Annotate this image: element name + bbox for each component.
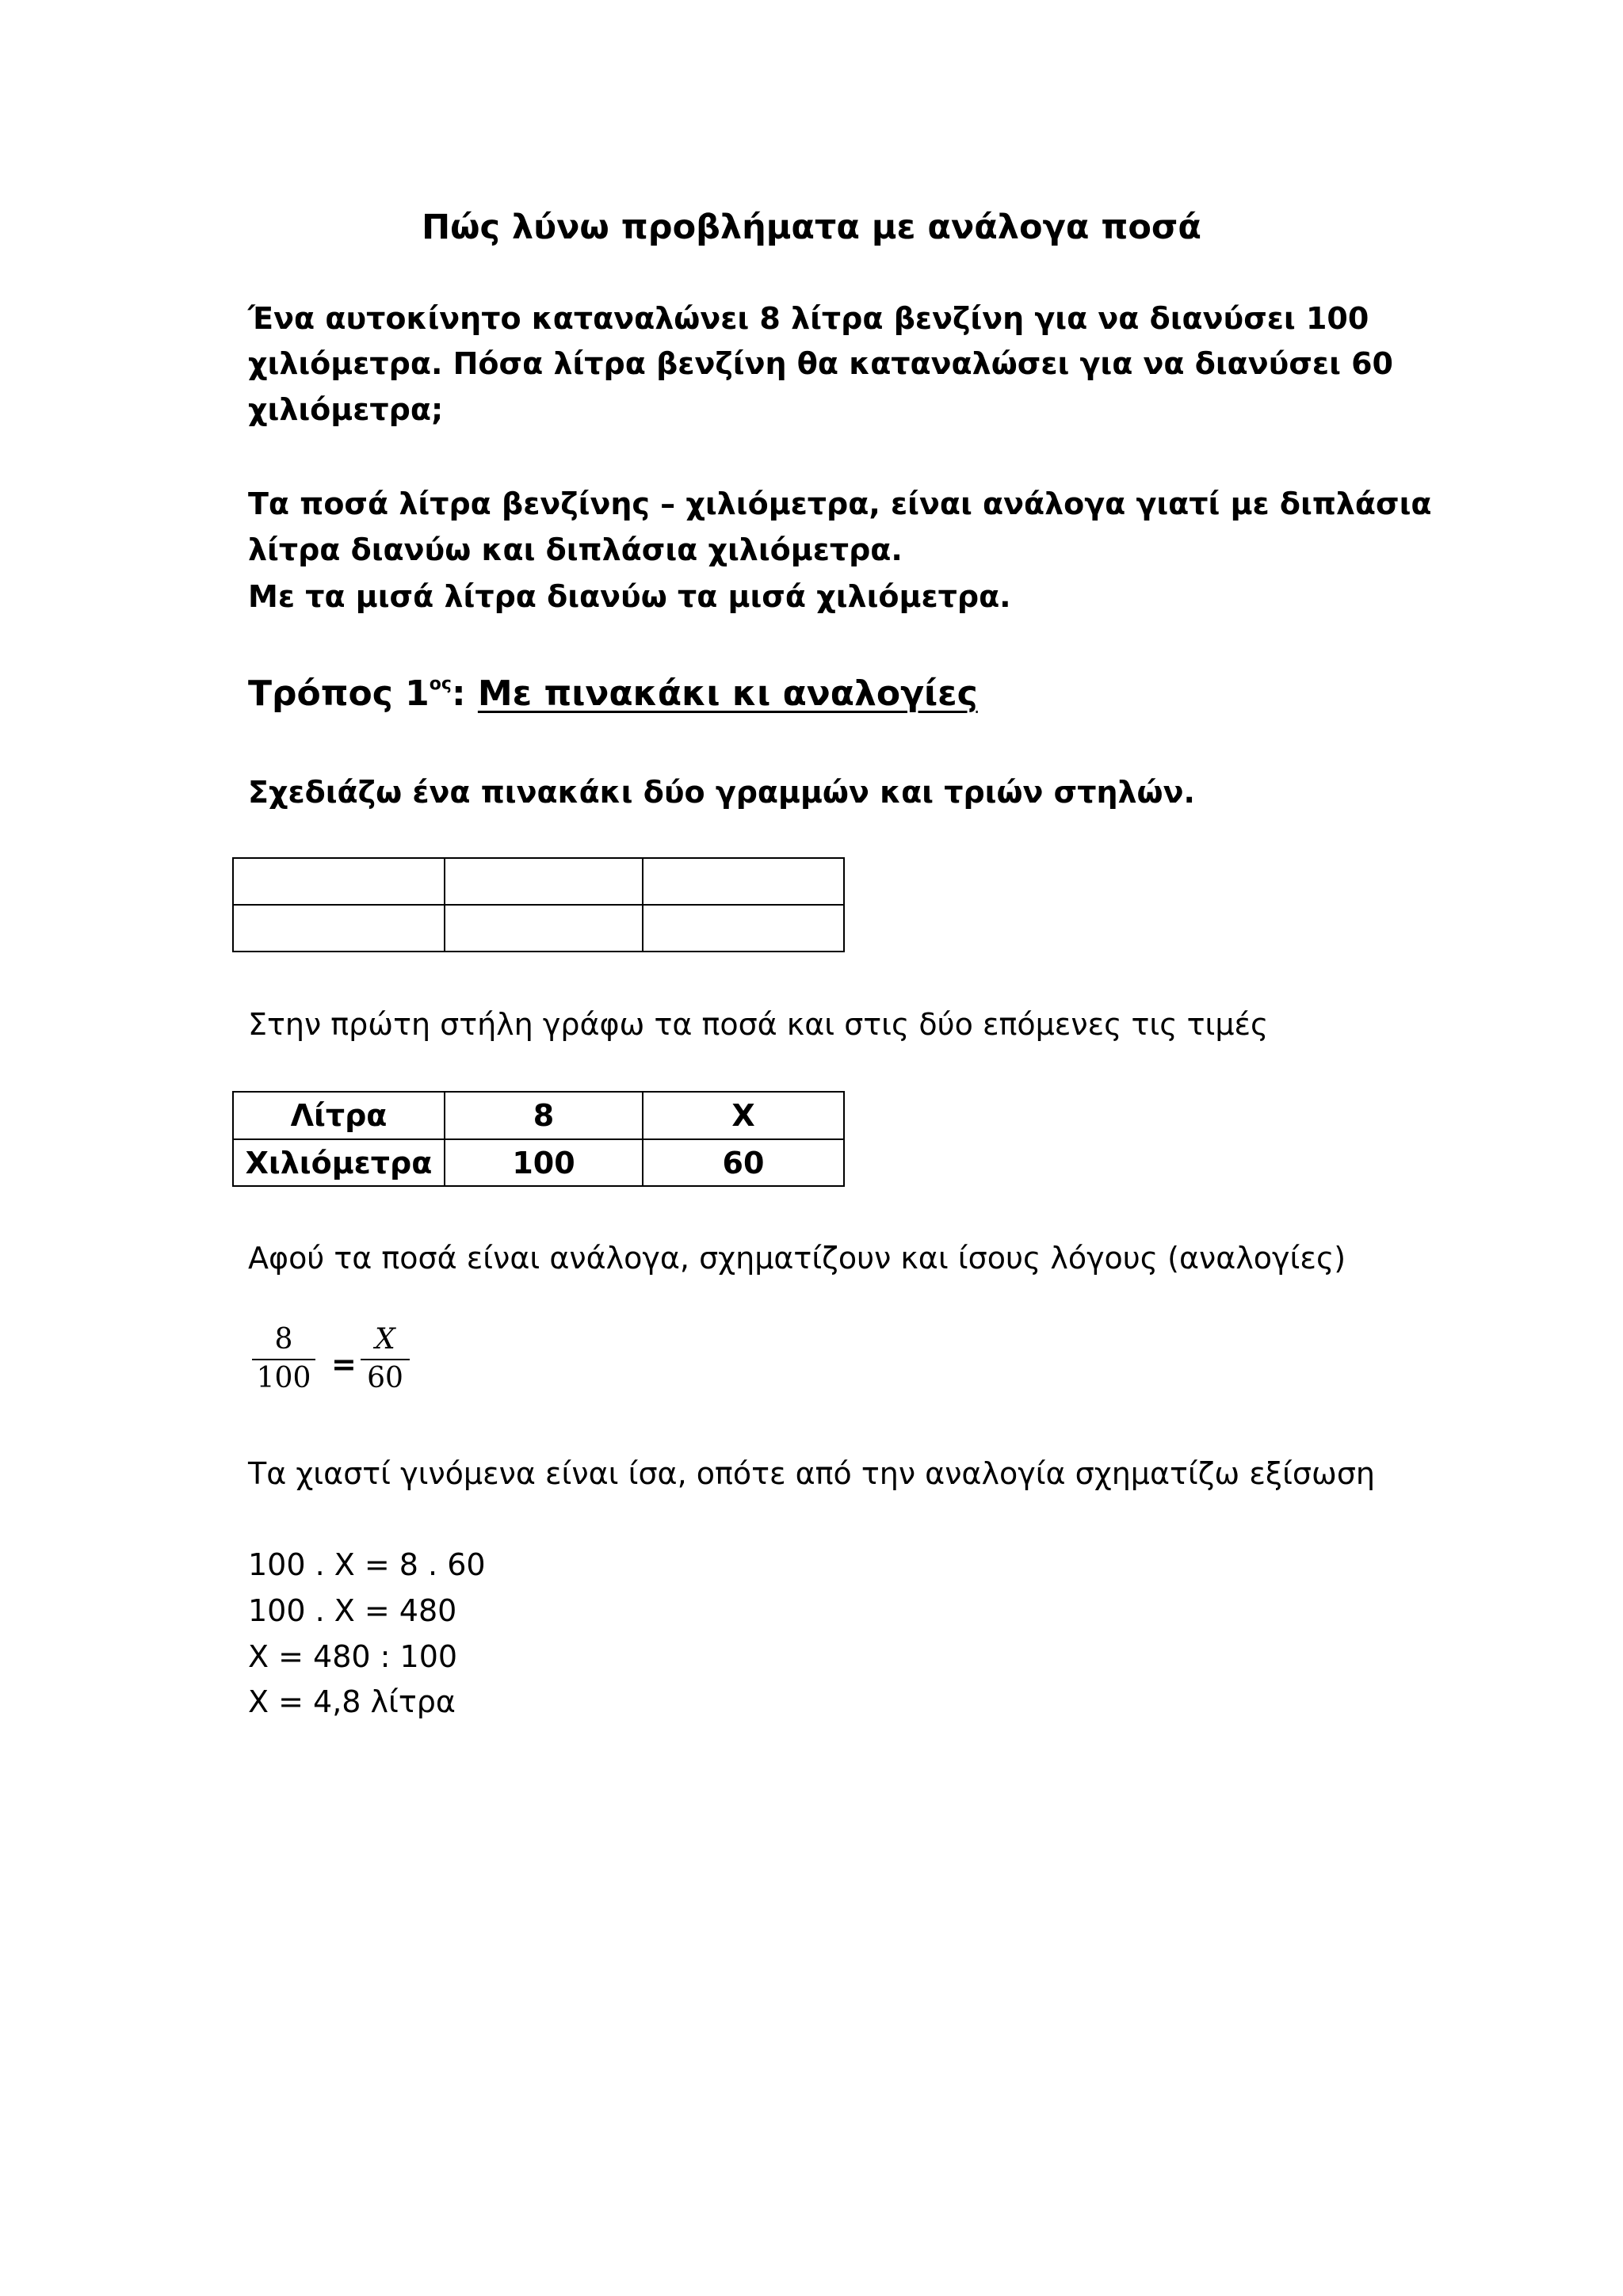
solution-line-3: Χ = 480 : 100 (248, 1639, 458, 1674)
fraction-left-numerator: 8 (274, 1323, 293, 1356)
solution-line-2: 100 . Χ = 480 (248, 1593, 457, 1628)
problem-line-1: Ένα αυτοκίνητο καταναλώνει 8 λίτρα βενζίνη για να διανύσει 100 (248, 301, 1369, 336)
fraction-bar (361, 1359, 410, 1360)
explanation-line-2: λίτρα διανύω και διπλάσια χιλιόμετρα. (248, 532, 903, 567)
values-table (232, 1091, 845, 1187)
fraction-left (252, 1323, 315, 1394)
quantity-label-kilometers: Χιλιόμετρα (233, 1139, 445, 1186)
solution-line-1: 100 . Χ = 8 . 60 (248, 1547, 486, 1582)
table-row (233, 905, 844, 952)
fraction-right-denominator: 60 (367, 1362, 403, 1394)
step-ratios: Αφού τα ποσά είναι ανάλογα, σχηματίζουν και ίσους λόγους (αναλογίες) (248, 1241, 1346, 1276)
explanation-line-3: Με τα μισά λίτρα διανύω τα μισά χιλιόμετρα. (248, 579, 1011, 614)
fraction-right (361, 1323, 410, 1394)
step-cross-products: Τα χιαστί γινόμενα είναι ίσα, οπότε από την αναλογία σχηματίζω εξίσωση (248, 1456, 1375, 1491)
fraction-left-denominator: 100 (256, 1362, 311, 1394)
table-cell (643, 858, 844, 905)
table-cell (445, 858, 643, 905)
problem-line-2: χιλιόμετρα. Πόσα λίτρα βενζίνη θα καταναλώσει για να διανύσει 60 (248, 346, 1393, 381)
table-cell: 100 (445, 1139, 643, 1186)
problem-line-3: χιλιόμετρα; (248, 392, 444, 427)
table-cell (445, 905, 643, 952)
table-cell: 60 (643, 1139, 844, 1186)
empty-table (232, 857, 845, 952)
table-cell: Χ (643, 1092, 844, 1139)
fraction-bar (252, 1359, 315, 1360)
equals-sign: = (331, 1347, 357, 1382)
page-title: Πώς λύνω προβλήματα με ανάλογα ποσά (422, 208, 1201, 247)
method-heading (248, 673, 978, 714)
method-colon: : (451, 673, 466, 714)
table-cell (233, 858, 445, 905)
fraction-right-numerator: X (375, 1323, 395, 1356)
table-row (233, 1139, 844, 1186)
table-cell (233, 905, 445, 952)
step-fill-table: Στην πρώτη στήλη γράφω τα ποσά και στις δύο επόμενες τις τιμές (248, 1007, 1269, 1042)
table-cell (643, 905, 844, 952)
solution-line-4: Χ = 4,8 λίτρα (248, 1684, 456, 1719)
method-prefix: Τρόπος 1 (248, 673, 430, 714)
table-row (233, 1092, 844, 1139)
method-name: Με πινακάκι κι αναλογίες (477, 673, 978, 714)
table-cell: 8 (445, 1092, 643, 1139)
quantity-label-liters: Λίτρα (233, 1092, 445, 1139)
step-draw-table: Σχεδιάζω ένα πινακάκι δύο γραμμών και τριών στηλών. (248, 775, 1195, 810)
explanation-line-1: Τα ποσά λίτρα βενζίνης – χιλιόμετρα, είναι ανάλογα γιατί με διπλάσια (248, 486, 1432, 521)
table-row (233, 858, 844, 905)
method-ordinal: ος (429, 674, 452, 695)
